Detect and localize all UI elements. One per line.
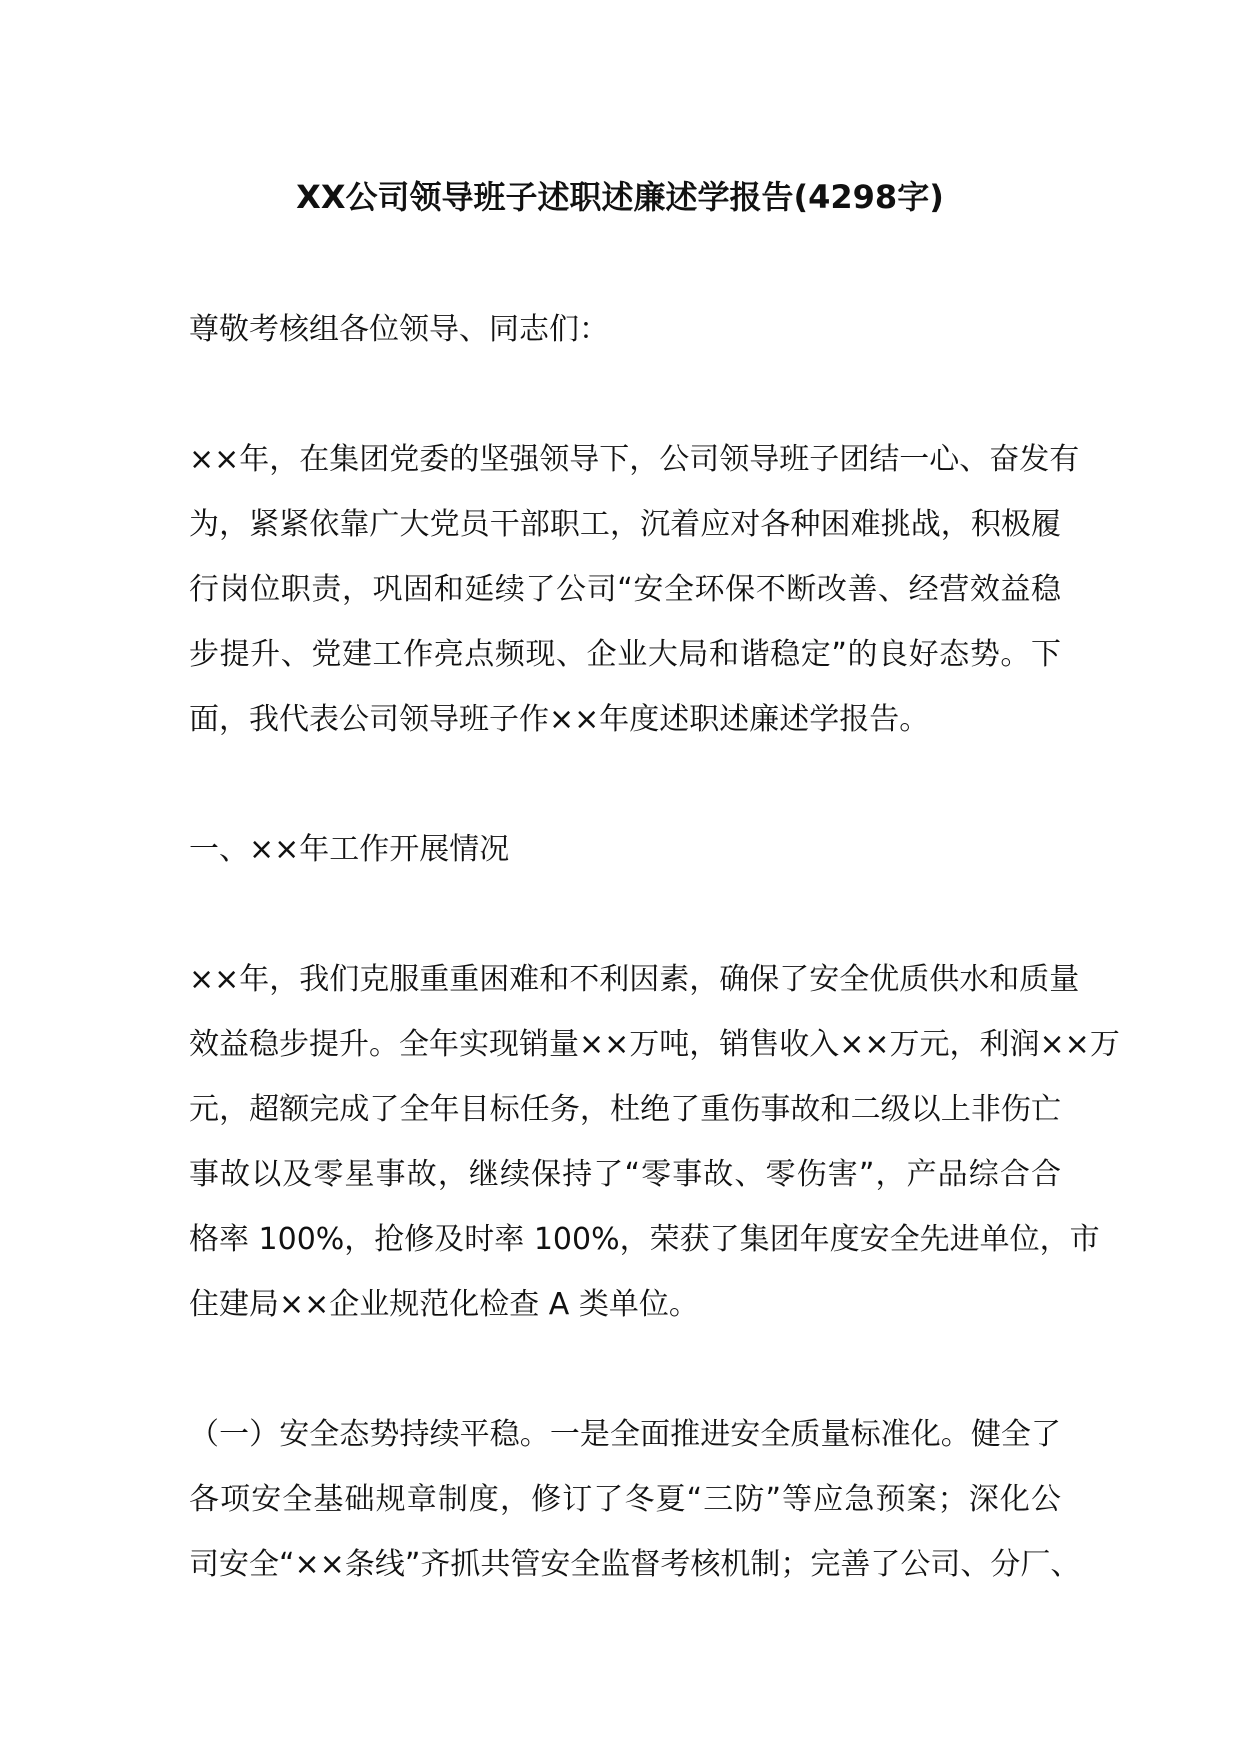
text-line: 为，紧紧依靠广大党员干部职工，沉着应对各种困难挑战，积极履 xyxy=(189,507,1061,542)
text-line: 一、××年工作开展情况 xyxy=(189,832,510,867)
text-line: ××年，我们克服重重困难和不利因素，确保了安全优质供水和质量 xyxy=(189,962,1080,997)
text-line: 尊敬考核组各位领导、同志们： xyxy=(189,312,609,347)
document-title: XX公司领导班子述职述廉述学报告(4298字) xyxy=(296,178,944,216)
text-line: 各项安全基础规章制度，修订了冬夏“三防”等应急预案；深化公 xyxy=(189,1482,1061,1517)
text-line: 步提升、党建工作亮点频现、企业大局和谐稳定”的良好态势。下 xyxy=(189,637,1061,672)
text-line: 行岗位职责，巩固和延续了公司“安全环保不断改善、经营效益稳 xyxy=(189,572,1061,607)
text-line: 面，我代表公司领导班子作××年度述职述廉述学报告。 xyxy=(189,702,930,737)
greeting xyxy=(189,297,1061,362)
section-heading xyxy=(189,817,1061,882)
text-line: ××年，在集团党委的坚强领导下，公司领导班子团结一心、奋发有 xyxy=(189,442,1080,477)
safety-paragraph xyxy=(189,1402,1081,1597)
text-line: 住建局××企业规范化检查 A 类单位。 xyxy=(189,1287,699,1322)
summary-paragraph xyxy=(189,947,1120,1337)
intro-paragraph xyxy=(189,427,1080,752)
text-line: 格率 100%，抢修及时率 100%，荣获了集团年度安全先进单位，市 xyxy=(189,1222,1100,1257)
text-line: （一）安全态势持续平稳。一是全面推进安全质量标准化。健全了 xyxy=(189,1417,1061,1452)
text-line: 效益稳步提升。全年实现销量××万吨，销售收入××万元，利润××万 xyxy=(189,1027,1120,1062)
text-line: 事故以及零星事故，继续保持了“零事故、零伤害”，产品综合合 xyxy=(189,1157,1061,1192)
text-line: 元，超额完成了全年目标任务，杜绝了重伤事故和二级以上非伤亡 xyxy=(189,1092,1061,1127)
text-line: 司安全“××条线”齐抓共管安全监督考核机制；完善了公司、分厂、 xyxy=(189,1547,1081,1582)
document-body xyxy=(189,297,1120,1662)
